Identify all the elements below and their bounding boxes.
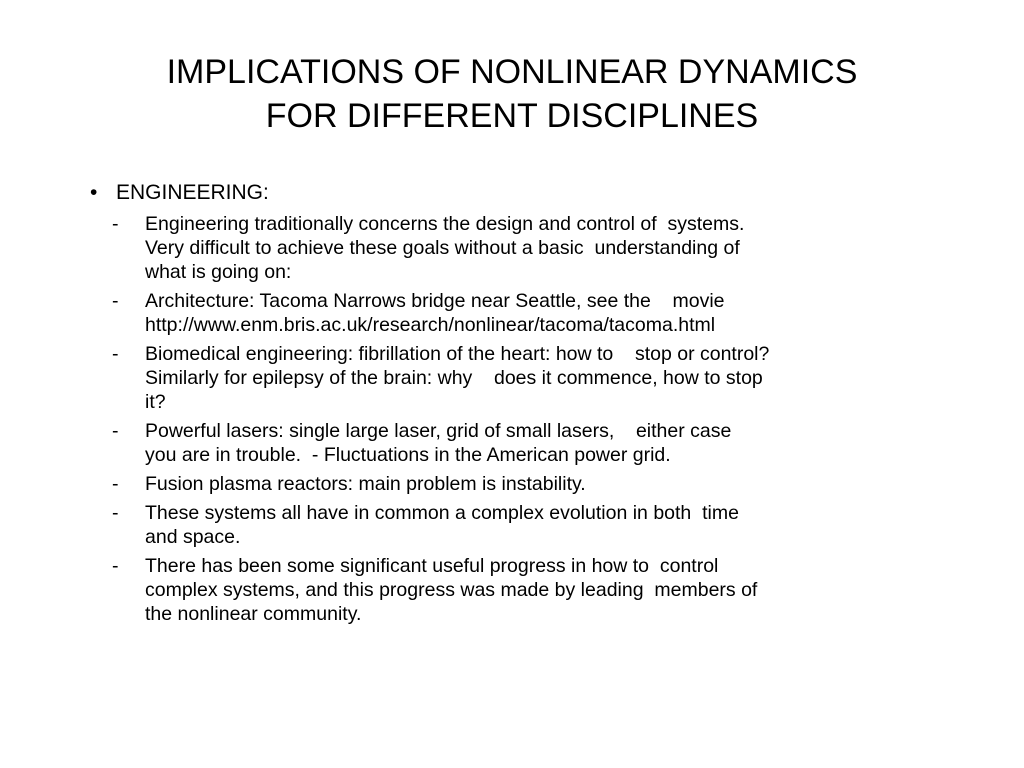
sub-bullet-marker: - bbox=[112, 420, 119, 442]
sub-bullet-item bbox=[0, 472, 1024, 496]
sub-bullet-line: Fusion plasma reactors: main problem is instability. bbox=[145, 473, 586, 495]
sub-bullet-marker: - bbox=[112, 473, 119, 495]
sub-bullet-line: Architecture: Tacoma Narrows bridge near Seattle, see the movie bbox=[145, 290, 725, 312]
bullet-heading: ENGINEERING: bbox=[116, 181, 269, 204]
sub-bullet-line: Powerful lasers: single large laser, grid of small lasers, either case bbox=[145, 420, 732, 442]
sub-bullet-item bbox=[0, 419, 1024, 467]
bullet-engineering bbox=[0, 178, 1024, 208]
sub-bullet-marker: - bbox=[112, 290, 119, 312]
bullet-marker: • bbox=[90, 181, 98, 204]
sub-bullet-line: and space. bbox=[145, 526, 241, 548]
sub-bullet-line: These systems all have in common a complex evolution in both time bbox=[145, 502, 739, 524]
sub-bullet-line: There has been some significant useful progress in how to control bbox=[145, 555, 719, 577]
slide-title-line: IMPLICATIONS OF NONLINEAR DYNAMICS bbox=[166, 53, 858, 91]
sub-bullet-line: Biomedical engineering: fibrillation of the heart: how to stop or control? bbox=[145, 343, 770, 365]
sub-bullet-item bbox=[0, 212, 1024, 284]
sub-bullet-marker: - bbox=[112, 343, 119, 365]
sub-bullet-item bbox=[0, 289, 1024, 337]
sub-bullet-marker: - bbox=[112, 555, 119, 577]
sub-bullet-line: the nonlinear community. bbox=[145, 603, 362, 625]
slide-content bbox=[0, 178, 1024, 631]
sub-bullet-marker: - bbox=[112, 213, 119, 235]
sub-bullet-line: Similarly for epilepsy of the brain: why does it commence, how to stop bbox=[145, 367, 763, 389]
sub-bullet-list bbox=[0, 212, 1024, 626]
sub-bullet-marker: - bbox=[112, 502, 119, 524]
sub-bullet-line: you are in trouble. - Fluctuations in the American power grid. bbox=[145, 444, 671, 466]
sub-bullet-line: it? bbox=[145, 391, 166, 413]
sub-bullet-line: Engineering traditionally concerns the design and control of systems. bbox=[145, 213, 745, 235]
slide-title bbox=[60, 50, 964, 138]
slide-title-line: FOR DIFFERENT DISCIPLINES bbox=[265, 97, 759, 135]
sub-bullet-item bbox=[0, 554, 1024, 626]
sub-bullet-item bbox=[0, 342, 1024, 414]
sub-bullet-line: Very difficult to achieve these goals without a basic understanding of bbox=[145, 237, 740, 259]
sub-bullet-link: http://www.enm.bris.ac.uk/research/nonlinear/tacoma/tacoma.html bbox=[145, 314, 716, 336]
sub-bullet-line: what is going on: bbox=[145, 261, 292, 283]
sub-bullet-item bbox=[0, 501, 1024, 549]
sub-bullet-line: complex systems, and this progress was made by leading members of bbox=[145, 579, 758, 601]
